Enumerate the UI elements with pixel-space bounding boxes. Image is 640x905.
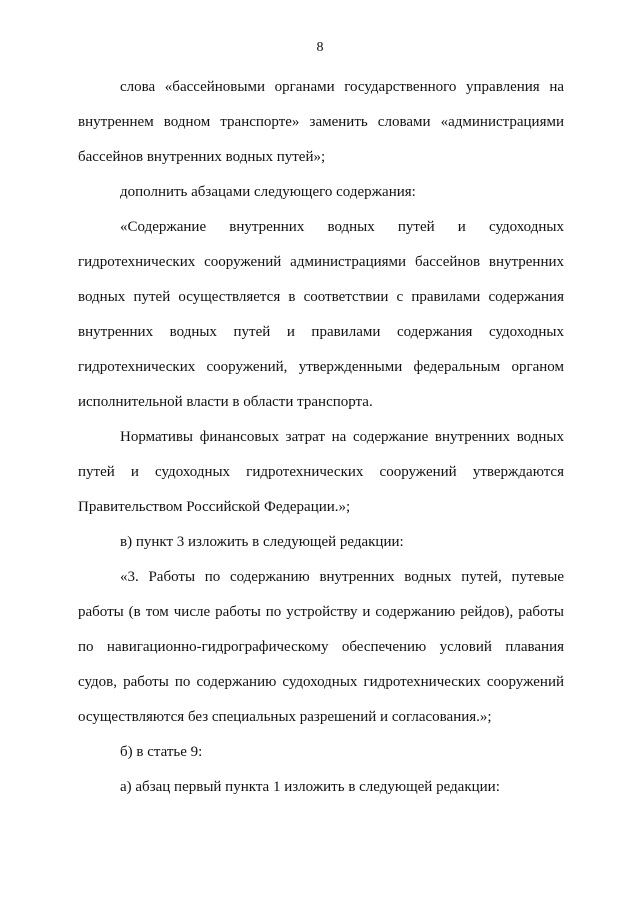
text-line: водных путей осуществляется в соответствии с правилами содержания (78, 289, 564, 305)
text-line: «Содержание внутренних водных путей и судоходных (120, 219, 564, 235)
text-line: осуществляются без специальных разрешений и согласования.»; (78, 709, 492, 725)
text-line: путей и судоходных гидротехнических сооружений утверждаются (78, 464, 564, 480)
text-line: судов, работы по содержанию судоходных гидротехнических сооружений (78, 674, 564, 690)
text-line: Нормативы финансовых затрат на содержание внутренних водных (120, 429, 564, 445)
text-line: внутреннем водном транспорте» заменить словами «администрациями (78, 114, 564, 130)
text-line: слова «бассейновыми органами государственного управления на (120, 79, 564, 95)
text-line: «3. Работы по содержанию внутренних водных путей, путевые (120, 569, 564, 585)
text-line: гидротехнических сооружений, утвержденными федеральным органом (78, 359, 564, 375)
text-line: в) пункт 3 изложить в следующей редакции: (120, 534, 404, 550)
text-line: гидротехнических сооружений администрациями бассейнов внутренних (78, 254, 564, 270)
text-line: бассейнов внутренних водных путей»; (78, 149, 326, 165)
text-line: по навигационно-гидрографическому обеспечению условий плавания (78, 639, 564, 655)
text-line: исполнительной власти в области транспорта. (78, 394, 373, 410)
text-line: а) абзац первый пункта 1 изложить в следующей редакции: (120, 779, 500, 795)
page-number: 8 (316, 40, 324, 55)
text-line: б) в статье 9: (120, 744, 203, 760)
text-line: Правительством Российской Федерации.»; (78, 499, 351, 515)
text-line: работы (в том числе работы по устройству и содержанию рейдов), работы (78, 604, 564, 620)
text-line: дополнить абзацами следующего содержания: (120, 184, 416, 200)
text-line: внутренних водных путей и правилами содержания судоходных (78, 324, 564, 340)
